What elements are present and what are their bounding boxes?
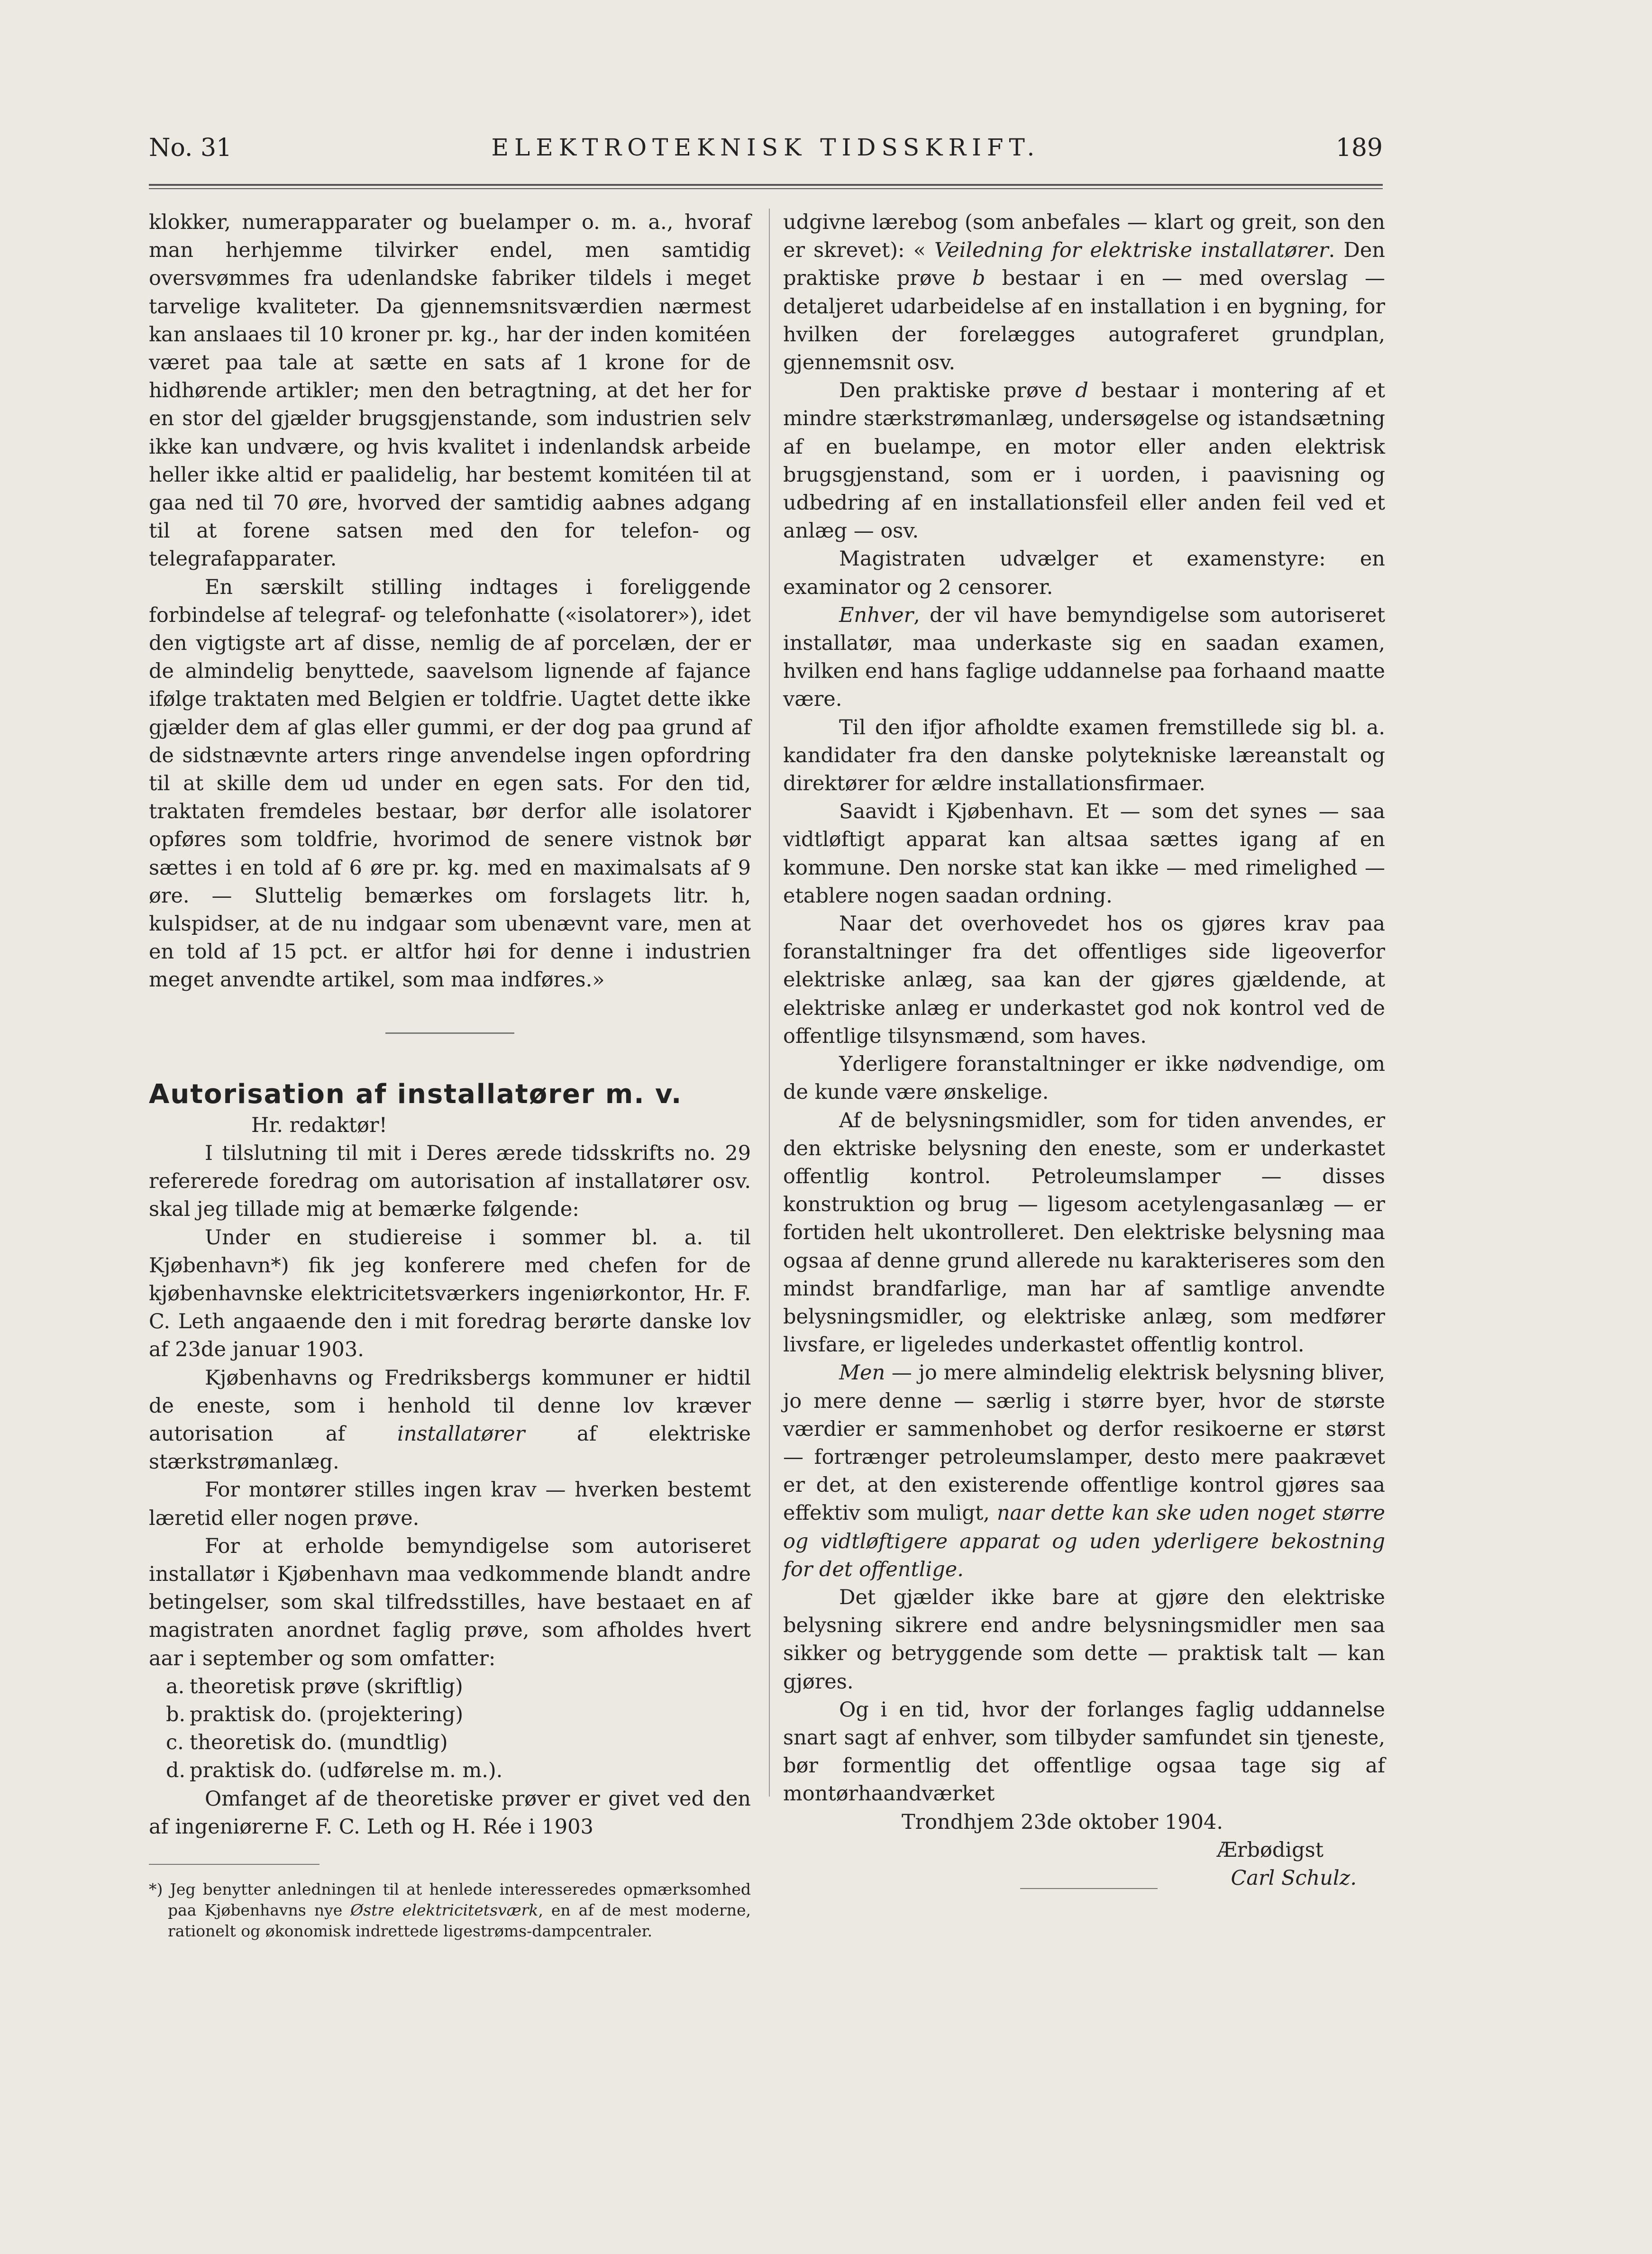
list-item: c. theoretisk do. (mundtlig) (166, 1731, 448, 1755)
page-number: 189 (1335, 134, 1383, 162)
paragraph: For montører stilles ingen krav — hverken bestemt læretid eller nogen prøve. (149, 1478, 751, 1530)
footnote: *) Jeg benytter anledningen til at henlede interesseredes opmærksomhed paa Kjøbenhavns nye Østre elektricitetsværk, en af de mest moderne, rationelt og økonomisk indrettede ligestrøms-dampcentraler. (149, 1880, 751, 1940)
section-separator (385, 1032, 514, 1034)
header-rule-top (149, 184, 1383, 186)
paragraph: I tilslutning til mit i Deres ærede tidsskrifts no. 29 refererede foredrag om autorisation af installatører osv. skal jeg tillade mig at bemærke følgende: (149, 1141, 751, 1222)
list-item: a. theoretisk prøve (skriftlig) (166, 1674, 463, 1698)
paragraph: Under en studiereise i sommer bl. a. til Kjøbenhavn*) fik jeg konferere med chefen for de kjøbenhavnske elektricitetsværkers ingeniørkontor, Hr. F. C. Leth angaaende den i mit foredrag berørte danske lov af 23de januar 1903. (149, 1225, 751, 1362)
paragraph: Magistraten udvælger et examenstyre: en examinator og 2 censorer. (783, 547, 1385, 599)
paragraph: En særskilt stilling indtages i foreliggende forbindelse af telegraf- og telefonhatte («isolatorer»), idet den vigtigste art af disse, nemlig de af porcelæn, der er de almindelig benyttede, saavelsom lignende af fajance ifølge traktaten med Belgien er toldfrie. Uagtet dette ikke gjælder dem af glas eller gummi, er der dog paa grund af de sidstnævnte arters ringe anvendelse ingen opfordring til at skille dem ud under en egen sats. For den tid, traktaten fremdeles bestaar, bør derfor alle isolatorer opføres som toldfrie, hvorimod de senere vistnok bør sættes i en told af 6 øre pr. kg. med en maximalsats af 9 øre. — Sluttelig bemærkes om forslagets litr. h, kulspidser, at de nu indgaar som ubenævnt vare, men at en told af 15 pct. er altfor høi for denne i industrien meget anvendte artikel, som maa indføres.» (149, 575, 751, 992)
column-divider (769, 209, 770, 1797)
section-title: Autorisation af installatører m. v. (149, 1078, 683, 1110)
paragraph: Men — jo mere almindelig elektrisk belysning bliver, jo mere denne — særlig i større byer, hvor de største værdier er sammenhobet og derfor resikoerne er størst — fortrænger petroleumslamper, desto mere paakrævet er det, at den existerende offentlige kontrol gjøres saa effektiv som muligt, naar dette kan ske uden noget større og vidtløftigere apparat og uden yderligere bekostning for det offentlige. (783, 1361, 1385, 1581)
signature: Carl Schulz. (1231, 1866, 1357, 1890)
left-column (149, 209, 751, 1942)
paragraph: Og i en tid, hvor der forlanges faglig uddannelse snart sagt af enhver, som tilbyder samfundet sin tjeneste, bør formentlig det offentlige ogsaa tage sig af montørhaandværket (783, 1697, 1385, 1806)
paragraph: Yderligere foranstaltninger er ikke nødvendige, om de kunde være ønskelige. (783, 1052, 1385, 1104)
running-header (149, 134, 1383, 181)
header-rule-bottom (149, 188, 1383, 189)
place-date: Trondhjem 23de oktober 1904. (902, 1810, 1223, 1834)
list-item: b. praktisk do. (projektering) (166, 1702, 464, 1726)
journal-title: ELEKTROTEKNISK TIDSSKRIFT. (491, 134, 1040, 161)
right-column (783, 209, 1385, 1898)
paragraph: Det gjælder ikke bare at gjøre den elektriske belysning sikrere end andre belysningsmidler men saa sikker og betryggende som dette — praktisk talt — kan gjøres. (783, 1585, 1385, 1694)
paragraph: Omfanget af de theoretiske prøver er givet ved den af ingeniørerne F. C. Leth og H. Rée i 1903 (149, 1787, 751, 1839)
paragraph: Saavidt i Kjøbenhavn. Et — som det synes — saa vidtløftigt apparat kan altsaa sættes igang af en kommune. Den norske stat kan ikke — med rimelighed — etablere nogen saadan ordning. (783, 800, 1385, 908)
paragraph: Enhver, der vil have bemyndigelse som autoriseret installatør, maa underkaste sig en saadan examen, hvilken end hans faglige uddannelse paa forhaand maatte være. (783, 603, 1385, 712)
paragraph: Til den ifjor afholdte examen fremstillede sig bl. a. kandidater fra den danske polytekniske læreanstalt og direktører for ældre installationsfirmaer. (783, 715, 1385, 796)
paragraph: Af de belysningsmidler, som for tiden anvendes, er den ektriske belysning den eneste, som er underkastet offentlig kontrol. Petroleumslamper — disses konstruktion og brug — ligesom acetylengasanlæg — er fortiden helt ukontrolleret. Den elektriske belysning maa ogsaa af denne grund allerede nu karakteriseres som den mindst brandfarlige, man har af samtlige anvendte belysningsmidler, og elektriske anlæg, som medfører livsfare, er ligeledes underkastet offentlig kontrol. (783, 1108, 1385, 1357)
issue-number: No. 31 (149, 134, 232, 162)
greeting: Ærbødigst (1216, 1838, 1323, 1862)
paragraph: For at erholde bemyndigelse som autoriseret installatør i Kjøbenhavn maa vedkommende blandt andre betingelser, som skal tilfredsstilles, have bestaaet en af magistraten anordnet faglig prøve, som afholdes hvert aar i september og som omfatter: (149, 1534, 751, 1670)
exam-list (149, 1673, 751, 1785)
paragraph: klokker, numerapparater og buelamper o. m. a., hvoraf man herhjemme tilvirker endel, men samtidig oversvømmes fra udenlandske fabriker tildels i meget tarvelige kvaliteter. Da gjennemsnitsværdien nærmest kan anslaaes til 10 kroner pr. kg., har der inden komitéen været paa tale at sætte en sats af 1 krone for de hidhørende artikler; men den betragtning, at det her for en stor del gjælder brugsgjenstande, som industrien selv ikke kan undvære, og hvis kvalitet i indenlandsk arbeide heller ikke altid er paalidelig, har bestemt komitéen til at gaa ned til 70 øre, hvorved der samtidig aabnes adgang til at forene satsen med den for telefon- og telegrafapparater. (149, 210, 751, 571)
signature-rule (1020, 1888, 1158, 1889)
paragraph: udgivne lærebog (som anbefales — klart og greit, son den er skrevet): « Veiledning for elektriske installatører. Den praktiske prøve b bestaar i en — med overslag — detaljeret udarbeidelse af en installation i en bygning, for hvilken der forelægges autograferet grundplan, gjennemsnit osv. (783, 210, 1386, 375)
list-item: d. praktisk do. (udførelse m. m.). (166, 1759, 503, 1783)
footnote-rule (149, 1864, 319, 1865)
paragraph: Naar det overhovedet hos os gjøres krav paa foranstaltninger fra det offentliges side ligeoverfor elektriske anlæg, saa kan der gjøres gjældende, at elektriske anlæg er underkastet god nok kontrol ved de offentlige tilsynsmænd, som haves. (783, 912, 1385, 1048)
signature-block (783, 1864, 1385, 1898)
paragraph: Den praktiske prøve d bestaar i montering af et mindre stærkstrømanlæg, undersøgelse og istandsætning af en buelampe, en motor eller anden elektrisk brugsgjenstand, som er i uorden, i paavisning og udbedring af en installationsfeil eller anden feil ved et anlæg — osv. (783, 379, 1385, 543)
paragraph: Kjøbenhavns og Fredriksbergs kommuner er hidtil de eneste, som i henhold til denne lov kræver autorisation af installatører af elektriske stærkstrømanlæg. (149, 1366, 751, 1474)
salutation: Hr. redaktør! (251, 1113, 387, 1137)
